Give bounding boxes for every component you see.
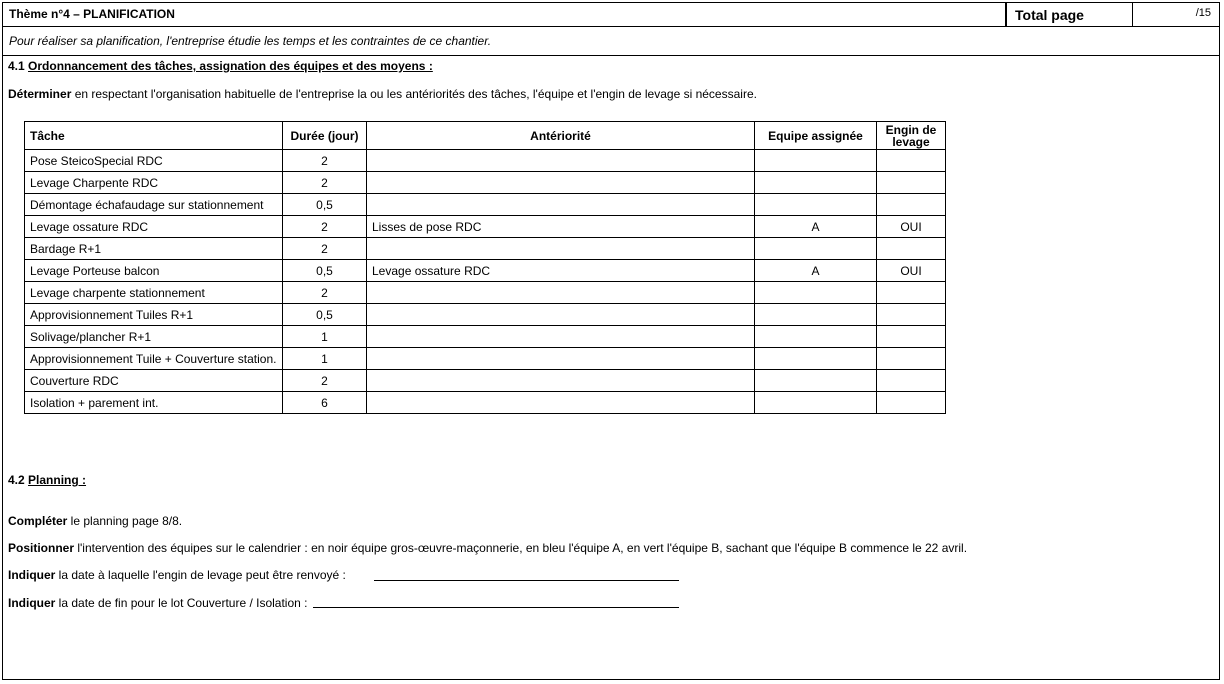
- task-cell: Démontage échafaudage sur stationnement: [25, 194, 283, 216]
- task-cell: Solivage/plancher R+1: [25, 326, 283, 348]
- line-verb: Positionner: [8, 541, 75, 555]
- section1-instruction: [8, 87, 757, 101]
- priority-cell[interactable]: [367, 282, 755, 304]
- header-duration: Durée (jour): [283, 122, 367, 150]
- task-cell: Pose SteicoSpecial RDC: [25, 150, 283, 172]
- line-verb: Compléter: [8, 514, 68, 528]
- task-cell: Levage charpente stationnement: [25, 282, 283, 304]
- duration-cell: 1: [283, 326, 367, 348]
- team-cell[interactable]: [755, 392, 877, 414]
- crane-cell[interactable]: [877, 370, 946, 392]
- task-cell: Approvisionnement Tuile + Couverture station.: [25, 348, 283, 370]
- priority-cell[interactable]: [367, 326, 755, 348]
- task-cell: Levage Charpente RDC: [25, 172, 283, 194]
- crane-cell[interactable]: [877, 238, 946, 260]
- priority-cell[interactable]: [367, 172, 755, 194]
- header-row: [3, 3, 1219, 27]
- table-row: [25, 304, 946, 326]
- table-row: [25, 260, 946, 282]
- planning-line-crane-date: [8, 568, 346, 582]
- table-row: [25, 172, 946, 194]
- team-cell[interactable]: [755, 348, 877, 370]
- duration-cell: 2: [283, 150, 367, 172]
- team-cell[interactable]: [755, 150, 877, 172]
- crane-cell[interactable]: [877, 392, 946, 414]
- duration-cell: 0,5: [283, 194, 367, 216]
- crane-cell[interactable]: [877, 326, 946, 348]
- duration-cell: 2: [283, 238, 367, 260]
- crane-cell[interactable]: [877, 150, 946, 172]
- duration-cell: 2: [283, 216, 367, 238]
- team-cell[interactable]: [755, 326, 877, 348]
- table-row: [25, 150, 946, 172]
- duration-cell: 0,5: [283, 260, 367, 282]
- table-header-row: [25, 122, 946, 150]
- section2-heading: [8, 473, 86, 487]
- intro-row: [3, 27, 1219, 56]
- section1-heading: [8, 59, 433, 73]
- table-row: [25, 194, 946, 216]
- duration-cell: 0,5: [283, 304, 367, 326]
- section1-number: 4.1: [8, 59, 25, 73]
- planning-line-end-date: [8, 596, 308, 610]
- team-cell[interactable]: [755, 370, 877, 392]
- crane-cell[interactable]: [877, 282, 946, 304]
- team-cell[interactable]: A: [755, 260, 877, 282]
- tasks-table: [24, 121, 946, 414]
- priority-cell[interactable]: Lisses de pose RDC: [367, 216, 755, 238]
- crane-cell[interactable]: [877, 172, 946, 194]
- line-text: la date de fin pour le lot Couverture / Isolation :: [55, 596, 308, 610]
- section2-title: Planning :: [28, 473, 87, 487]
- planning-line-complete: [8, 514, 182, 528]
- theme-title: Thème n°4 – PLANIFICATION: [9, 7, 175, 21]
- priority-cell[interactable]: [367, 150, 755, 172]
- task-cell: Levage ossature RDC: [25, 216, 283, 238]
- team-cell[interactable]: [755, 238, 877, 260]
- section1-title: Ordonnancement des tâches, assignation des équipes et des moyens :: [28, 59, 433, 73]
- team-cell[interactable]: A: [755, 216, 877, 238]
- table-row: [25, 326, 946, 348]
- table-row: [25, 282, 946, 304]
- line-verb: Indiquer: [8, 596, 56, 610]
- duration-cell: 2: [283, 282, 367, 304]
- duration-cell: 2: [283, 172, 367, 194]
- priority-cell[interactable]: [367, 348, 755, 370]
- line-text: le planning page 8/8.: [67, 514, 183, 528]
- table-row: [25, 370, 946, 392]
- intro-text: Pour réaliser sa planification, l'entreprise étudie les temps et les contraintes de ce chantier.: [9, 34, 492, 48]
- header-crane: Engin de levage: [877, 122, 946, 150]
- end-date-answer-line[interactable]: [313, 607, 679, 608]
- priority-cell[interactable]: Levage ossature RDC: [367, 260, 755, 282]
- header-task: Tâche: [25, 122, 283, 150]
- total-page-label: Total page: [1015, 7, 1084, 23]
- duration-cell: 2: [283, 370, 367, 392]
- duration-cell: 6: [283, 392, 367, 414]
- task-cell: Bardage R+1: [25, 238, 283, 260]
- crane-cell[interactable]: [877, 194, 946, 216]
- team-cell[interactable]: [755, 194, 877, 216]
- instruction-text: en respectant l'organisation habituelle de l'entreprise la ou les antériorités des tâches, l'équipe et l'engin de levage si nécessaire.: [71, 87, 757, 101]
- instruction-verb: Déterminer: [8, 87, 72, 101]
- crane-cell[interactable]: OUI: [877, 260, 946, 282]
- table-row: [25, 216, 946, 238]
- line-text: l'intervention des équipes sur le calendrier : en noir équipe gros-œuvre-maçonnerie, en bleu l'équipe A, en vert l'équipe B, sachant que l'équipe B commence le 22 avril.: [74, 541, 968, 555]
- section2-number: 4.2: [8, 473, 25, 487]
- table-row: [25, 238, 946, 260]
- line-verb: Indiquer: [8, 568, 56, 582]
- team-cell[interactable]: [755, 282, 877, 304]
- header-team: Equipe assignée: [755, 122, 877, 150]
- priority-cell[interactable]: [367, 370, 755, 392]
- table-body: [25, 150, 946, 414]
- table-row: [25, 348, 946, 370]
- team-cell[interactable]: [755, 172, 877, 194]
- priority-cell[interactable]: [367, 194, 755, 216]
- score-label: /15: [1195, 7, 1211, 19]
- task-cell: Levage Porteuse balcon: [25, 260, 283, 282]
- crane-cell[interactable]: [877, 304, 946, 326]
- header-priority: Antériorité: [367, 122, 755, 150]
- line-text: la date à laquelle l'engin de levage peut être renvoyé :: [55, 568, 346, 582]
- duration-cell: 1: [283, 348, 367, 370]
- priority-cell[interactable]: [367, 304, 755, 326]
- task-cell: Couverture RDC: [25, 370, 283, 392]
- total-page-cell: [1005, 3, 1133, 26]
- task-cell: Isolation + parement int.: [25, 392, 283, 414]
- planning-line-position: [8, 541, 967, 555]
- priority-cell[interactable]: [367, 392, 755, 414]
- crane-cell[interactable]: OUI: [877, 216, 946, 238]
- priority-cell[interactable]: [367, 238, 755, 260]
- crane-cell[interactable]: [877, 348, 946, 370]
- crane-date-answer-line[interactable]: [374, 580, 679, 581]
- team-cell[interactable]: [755, 304, 877, 326]
- table-row: [25, 392, 946, 414]
- task-cell: Approvisionnement Tuiles R+1: [25, 304, 283, 326]
